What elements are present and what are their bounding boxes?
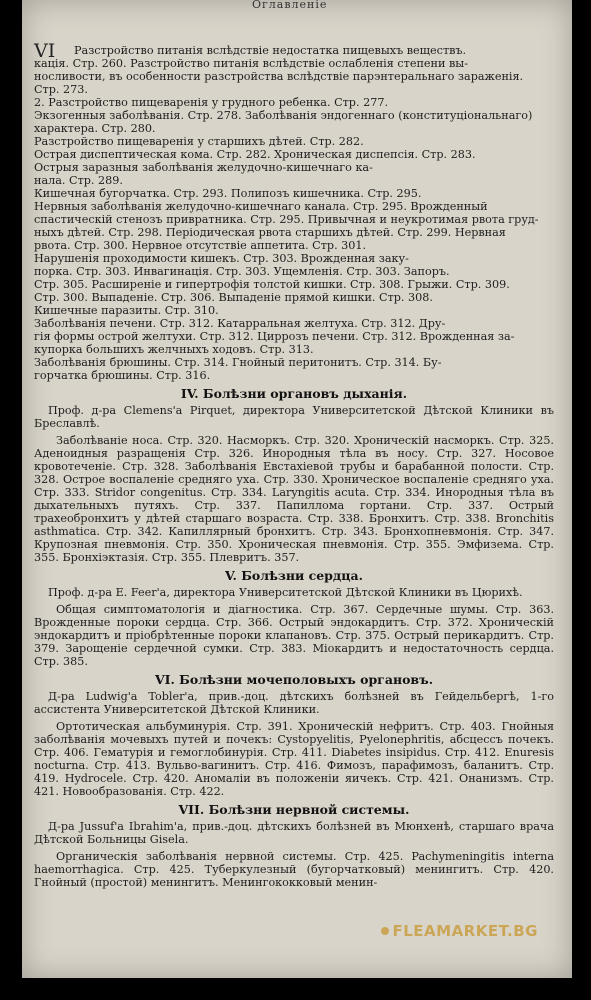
watermark-logo-icon — [381, 927, 389, 935]
intro-line: Заболѣванія печени. Стр. 312. Катарральная желтуха. Стр. 312. Дру- — [34, 317, 446, 330]
book-page — [22, 0, 572, 978]
section-vi-title: VI. Болѣзни мочеполовыхъ органовъ. — [154, 672, 434, 687]
intro-line: нала. Стр. 289. — [34, 174, 123, 187]
intro-line: Стр. 305. Расширеніе и гипертрофія толстой кишки. Стр. 308. Грыжи. Стр. 309. — [34, 278, 510, 291]
section-iv-author: Проф. д-ра Clemens'a Pirquet, директора Университетской Дѣтской Клиники въ Бреславлѣ. — [34, 404, 554, 430]
running-header: Оглавленіе — [252, 0, 328, 11]
section-v-author: Проф. д-ра E. Feer'a, директора Университетской Дѣтской Клиники въ Цюрихѣ. — [48, 586, 523, 599]
intro-line: 2. Разстройство пищеваренія у грудного ребенка. Стр. 277. — [34, 96, 388, 109]
intro-line: купорка большихъ желчныхъ ходовъ. Стр. 313. — [34, 343, 314, 356]
section-v-text: Общая симптоматологія и діагностика. Стр. 367. Сердечные шумы. Стр. 363. Врожденные пороки сердца. Стр. 366. Острый эндокардитъ. Стр. 372. Хроническій эндокардитъ и пріобрѣтенные пороки клапановъ. Стр. 375. Острый перикардитъ. Стр. 379. Зарощеніе сердечной сумки. Стр. 383. Міокардитъ и недостаточность сердца. Стр. 385. — [34, 603, 554, 668]
section-vi-author: Д-ра Ludwig'a Tobler'a, прив.-доц. дѣтскихъ болѣзней въ Гейдельбергѣ, 1-го ассистента Университетской Дѣтской Клиники. — [34, 690, 554, 716]
intro-line: Разстройство пищеваренія у старшихъ дѣтей. Стр. 282. — [34, 135, 364, 148]
section-iv-text: Заболѣваніе носа. Стр. 320. Насморкъ. Стр. 320. Хроническій насморкъ. Стр. 325. Аденоидныя разращенія Стр. 326. Инородныя тѣла въ носу. Стр. 327. Носовое кровотеченіе. Стр. 328. Заболѣванія Евстахіевой трубы и барабанной полости. Стр. 328. Острое воспаленіе средняго уха. Стр. 330. Хроническое воспаленіе средняго уха. Стр. 333. Stridor congenitus. Стр. 334. Laryngitis acuta. Стр. 334. Инородныя тѣла въ дыхательныхъ путяхъ. Стр. 337. Папиллома гортани. Стр. 337. Острый трахеобронхитъ у дѣтей старшаго возраста. Стр. 338. Бронхитъ. Стр. 338. Bronchitis asthmatica. Стр. 342. Капиллярный бронхитъ. Стр. 343. Бронхопневмонія. Стр. 347. Крупозная пневмонія. Стр. 350. Хроническая пневмонія. Стр. 355. Эмфизема. Стр. 355. Бронхіэктазія. Стр. 355. Плевритъ. 357. — [34, 434, 554, 564]
intro-line: Нарушенія проходимости кишекъ. Стр. 303. Врожденная заку- — [34, 252, 409, 265]
intro-line: Разстройство питанія вслѣдствіе недостатка пищевыхъ веществъ. — [74, 44, 467, 57]
section-iv-title: IV. Болѣзни органовъ дыханія. — [180, 386, 408, 401]
intro-line: Острыя заразныя заболѣванія желудочно-кишечнаго ка- — [34, 161, 373, 174]
intro-line: носливости, въ особенности разстройства вслѣдствіе парэнтеральнаго зараженія. — [34, 70, 524, 83]
intro-line: порка. Стр. 303. Инвагинація. Стр. 303. Ущемленія. Стр. 303. Запоръ. — [34, 265, 450, 278]
intro-block — [34, 44, 554, 382]
intro-line: ныхъ дѣтей. Стр. 298. Періодическая рвота старшихъ дѣтей. Стр. 299. Нервная — [34, 226, 506, 239]
watermark — [381, 922, 538, 940]
intro-line: спастическій стенозъ привратника. Стр. 295. Привычная и неукротимая рвота груд- — [34, 213, 539, 226]
section-vii-text: Органическія заболѣванія нервной системы. Стр. 425. Pachymeningitis interna haemorrhagica. Стр. 425. Туберкулезный (бугорчатковый) менингитъ. Стр. 420. Гнойный (простой) менингитъ. Менингококковый менин- — [34, 850, 554, 889]
page-number: VI — [34, 40, 56, 62]
intro-line: характера. Стр. 280. — [34, 122, 156, 135]
intro-line: рвота. Стр. 300. Нервное отсутствіе аппетита. Стр. 301. — [34, 239, 367, 252]
intro-line: гія формы острой желтухи. Стр. 312. Циррозъ печени. Стр. 312. Врожденная за- — [34, 330, 515, 343]
intro-line: Острая диспептическая кома. Стр. 282. Хроническая диспепсія. Стр. 283. — [34, 148, 476, 161]
section-vi-text: Ортотическая альбуминурія. Стр. 391. Хроническій нефритъ. Стр. 403. Гнойныя заболѣванія мочевыхъ путей и почекъ: Cystopyelitis, Pyelonephritis, абсцессъ почекъ. Стр. 406. Гематурія и гемоглобинурія. Стр. 411. Diabetes insipidus. Стр. 412. Enuresis nocturna. Стр. 413. Вульво-вагинитъ. Стр. 416. Фимозъ, парафимозъ, баланитъ. Стр. 419. Hydrocele. Стр. 420. Аномаліи въ положеніи яичекъ. Стр. 421. Онанизмъ. Стр. 421. Новообразованія. Стр. 422. — [34, 720, 554, 798]
section-v-title: V. Болѣзни сердца. — [225, 568, 363, 583]
section-vii-title: VII. Болѣзни нервной системы. — [178, 802, 410, 817]
page-content — [34, 44, 554, 889]
intro-line: кація. Стр. 260. Разстройство питанія вслѣдствіе ослабленія степени вы- — [34, 57, 468, 70]
section-vii-author: Д-ра Jussuf'a Ibrahim'a, прив.-доц. дѣтскихъ болѣзней въ Мюнхенѣ, старшаго врача Дѣтской Больницы Gisela. — [34, 820, 554, 846]
intro-line: Экзогенныя заболѣванія. Стр. 278. Заболѣванія эндогеннаго (конституціональнаго) — [34, 109, 533, 122]
intro-line: Стр. 273. — [34, 83, 88, 96]
intro-line: Нервныя заболѣванія желудочно-кишечнаго канала. Стр. 295. Врожденный — [34, 200, 488, 213]
watermark-text: FLEAMARKET.BG — [392, 922, 538, 940]
intro-line: Кишечные паразиты. Стр. 310. — [34, 304, 219, 317]
intro-line: Кишечная бугорчатка. Стр. 293. Полипозъ кишечника. Стр. 295. — [34, 187, 422, 200]
intro-line: Стр. 300. Выпаденіе. Стр. 306. Выпаденіе прямой кишки. Стр. 308. — [34, 291, 433, 304]
intro-line: Заболѣванія брюшины. Стр. 314. Гнойный перитонитъ. Стр. 314. Бу- — [34, 356, 442, 369]
intro-line: горчатка брюшины. Стр. 316. — [34, 369, 211, 382]
